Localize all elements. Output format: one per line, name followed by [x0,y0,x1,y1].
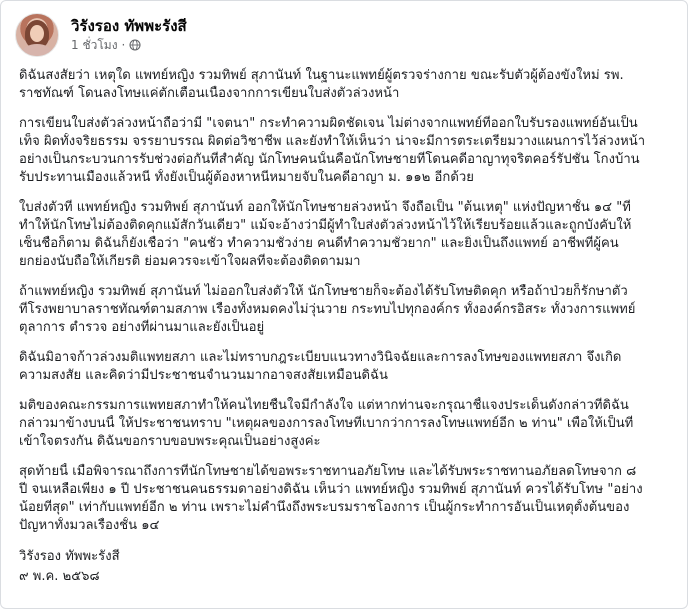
post-timestamp[interactable]: 1 ชั่วโมง [71,38,118,52]
post-header [15,13,187,57]
author-avatar[interactable] [15,13,59,57]
post-paragraph [19,115,685,187]
post-meta [71,17,187,53]
text-line: อย่างเป็นกระบวนการรับช่วงต่อกันที่สำคัญ นักโทษคนนั้นคือนักโทษชายที่โดนคดีอาญาทุจริตคอร์รัปชั่น โกงบ้าน [19,152,640,167]
text-line: ราชทัณฑ์ โดนลงโทษแค่ตักเตือนเนื่องจากการเขียนใบส่งตัวล่วงหน้า [19,86,400,101]
author-name[interactable]: วิรังรอง ทัพพะรังสี [71,17,187,35]
post-paragraph [19,67,685,103]
text-line: รับประทานเมืองแล้วหนี ทั้งยังเป็นผู้ต้องหาหนีหมายจับในคดีอาญา ม. ๑๑๒ อีกด้วย [19,170,474,185]
separator-dot: · [121,38,126,52]
post-paragraph [19,463,685,535]
text-line: ความสงสัย และคิดว่ามีประชาชนจำนวนมากอาจสงสัยเหมือนดิฉัน [19,368,388,383]
text-line: มติของคณะกรรมการแพทยสภาทำให้คนไทยชื่นใจมีกำลังใจ แต่หากท่านจะกรุณาชี้แจงประเด็นดังกล่าวที่ดิฉัน [19,398,629,413]
signature-name: วิรังรอง ทัพพะรังสี [19,549,120,564]
text-line: เท็จ ผิดทั้งจริยธรรม จรรยาบรรณ ผิดต่อวิชาชีพ และยังทำให้เห็นว่า น่าจะมีการตระเตรียมวางแผนการไว้ล่วงหน้า [19,134,646,149]
text-line: เข้าใจตรงกัน ดิฉันขอกราบขอบพระคุณเป็นอย่างสูงค่ะ [19,434,321,449]
post-body [19,67,685,587]
text-line: ตุลาการ ตำรวจ อย่างที่ผ่านมาและยังเป็นอยู่ [19,320,265,335]
text-line: การเขียนใบส่งตัวล่วงหน้าถือว่ามี "เจตนา" กระทำความผิดชัดเจน ไม่ต่างจากแพทย์ที่ออกใบรับรองแพทย์อันเป็น [19,116,638,131]
text-line: ที่โรงพยาบาลราชทัณฑ์ตามสภาพ เรื่องทั้งหมดคงไม่วุ่นวาย กระทบไปทุกองค์กร ทั้งองค์กรอิสระ ทั้งวงการแพทย์ [19,302,636,317]
text-line: ดิฉันมิอาจก้าวล่วงมติแพทยสภา และไม่ทราบกฎระเบียบแนวทางวินิจฉัยและการลงโทษของแพทยสภา จึงเกิด [19,350,622,365]
text-line: น้อยที่สุด" เท่ากับแพทย์อีก ๒ ท่าน เพราะไม่คำนึงถึงพระบรมราชโองการ เป็นผู้กระทำการอันเป็นเหตุตั้งต้นของ [19,500,630,515]
text-line: ปี จนเหลือเพียง ๑ ปี ประชาชนคนธรรมดาอย่างดิฉัน เห็นว่า แพทย์หญิง รวมทิพย์ สุภานันท์ ควรได้รับโทษ "อย่าง [19,482,643,497]
text-line: เซ็นชื่อก็ตาม ดิฉันก็ยังเชื่อว่า "คนชั่ว ทำความชั่วง่าย คนดีทำความชั่วยาก" และยิ่งเป็นถึงแพทย์ อาชีพที่ผู้คน [19,236,619,251]
post-paragraph [19,349,685,385]
text-line: ใบส่งตัวที่ แพทย์หญิง รวมทิพย์ สุภานันท์ ออกให้นักโทษชายล่วงหน้า จึงถือเป็น "ต้นเหตุ" แห่งปัญหาชั้น ๑๔ "ที่ [19,200,631,215]
text-line: ดิฉันสงสัยว่า เหตุใด แพทย์หญิง รวมทิพย์ สุภานันท์ ในฐานะแพทย์ผู้ตรวจร่างกาย ขณะรับตัวผู้ต้องขังใหม่ รพ. [19,68,624,83]
post-time-row [71,37,187,53]
text-line: ปัญหาทั้งมวลเรื่องชั้น ๑๔ [19,518,160,533]
text-line: ยกย่องนับถือให้เกียรติ ย่อมควรจะเข้าใจผลที่จะต้องติดตามมา [19,254,361,269]
text-line: ถ้าแพทย์หญิง รวมทิพย์ สุภานันท์ ไม่ออกใบส่งตัวให้ นักโทษชายก็จะต้องได้รับโทษติดคุก หรือถ้าป่วยก็รักษาตัว [19,284,628,299]
text-line: กล่าวมาข้างบนนี้ ให้ประชาชนทราบ "เหตุผลของการลงโทษที่เบากว่าการลงโทษแพทย์อีก ๒ ท่าน" เพื่อให้เป็นที่ [19,416,634,431]
text-line: สุดท้ายนี้ เมื่อพิจารณาถึงการที่นักโทษชายได้ขอพระราชทานอภัยโทษ และได้รับพระราชทานอภัยลดโทษจาก ๘ [19,464,637,479]
post-paragraph [19,397,685,451]
text-line: ทำให้นักโทษไม่ต้องติดคุกแม้สักวันเดียว" แม้จะอ้างว่ามีผู้ทำใบส่งตัวล่วงหน้าไว้ให้เรียบร้อยแล้วและถูกบังคับให้ [19,218,632,233]
globe-icon[interactable] [129,39,141,51]
signature-date: ๙ พ.ค. ๒๕๖๘ [19,569,100,584]
post-paragraph [19,283,685,337]
post-paragraph [19,199,685,271]
